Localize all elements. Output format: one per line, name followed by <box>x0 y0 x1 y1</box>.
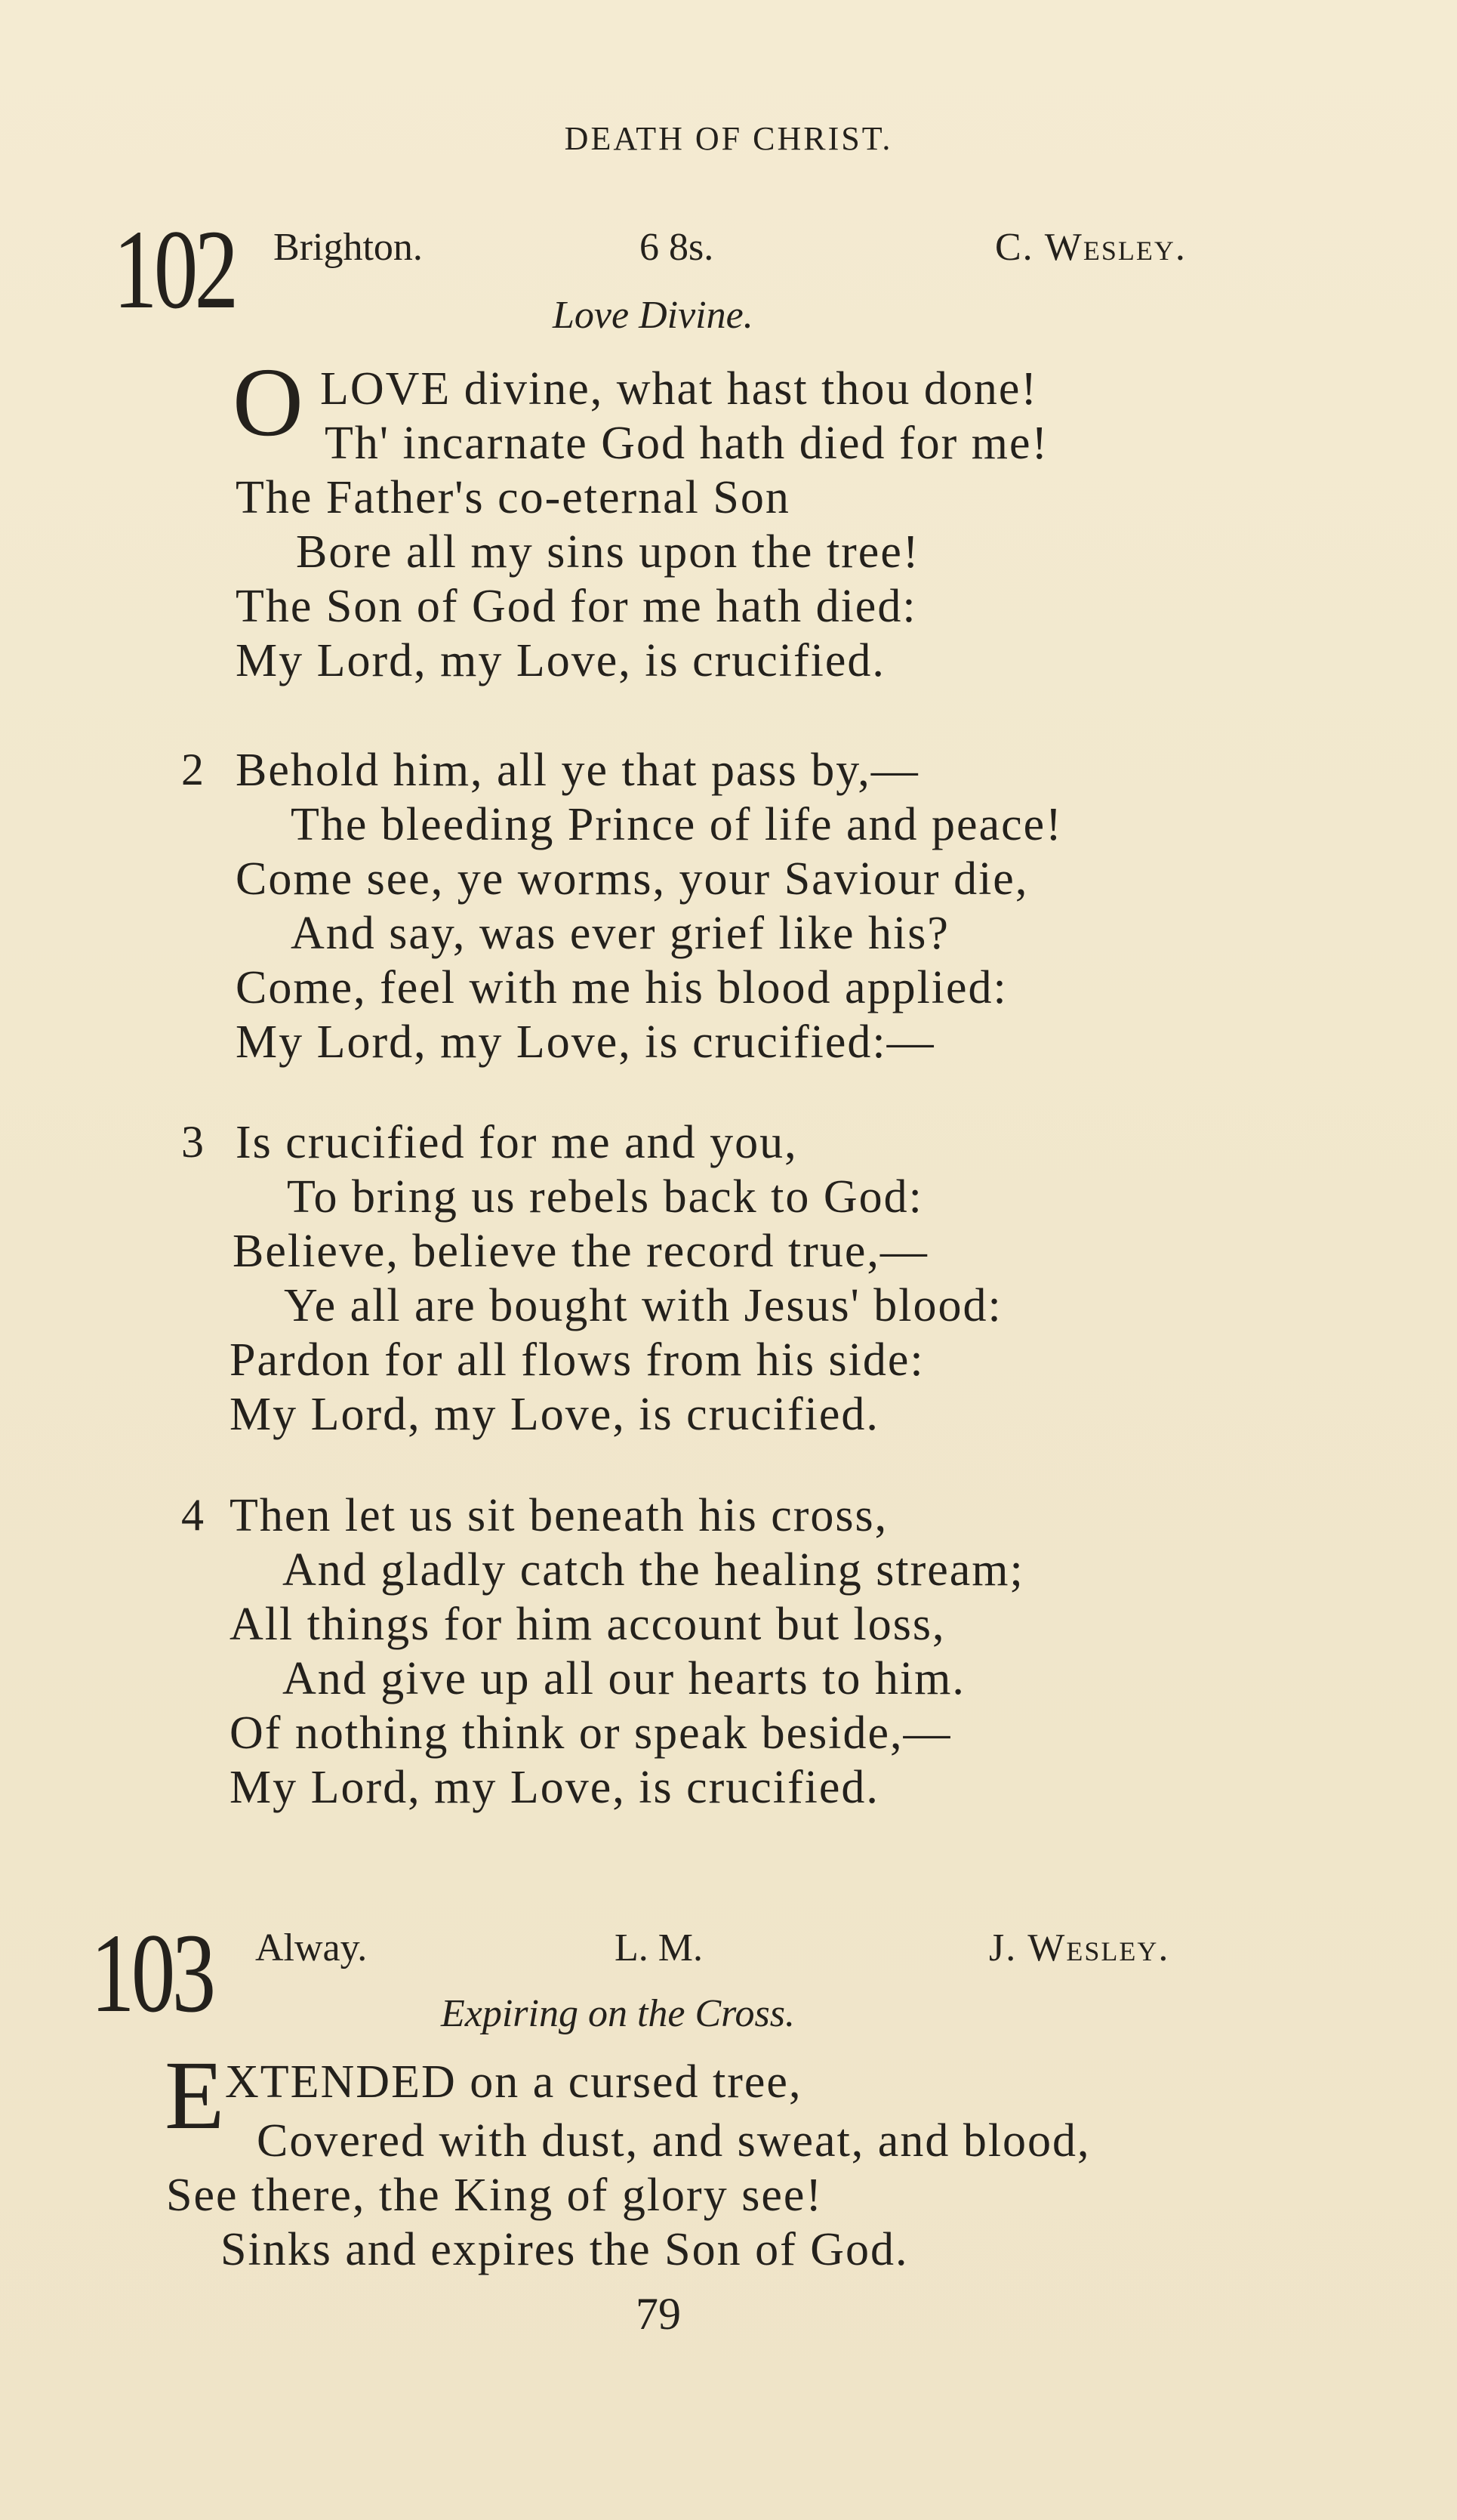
verse-line: Th' incarnate God hath died for me! <box>325 418 1049 469</box>
verse-line: The bleeding Prince of life and peace! <box>291 799 1063 850</box>
verse-line: Come see, ye worms, your Saviour die, <box>236 853 1029 905</box>
hymn-number: 102 <box>113 207 236 332</box>
verse-line: Bore all my sins upon the tree! <box>296 526 920 578</box>
verse-line: To bring us rebels back to God: <box>287 1171 923 1223</box>
drop-cap: O <box>233 348 303 457</box>
verse-line: My Lord, my Love, is crucified. <box>236 635 886 686</box>
verse-line: My Lord, my Love, is crucified. <box>229 1389 879 1440</box>
verse-line: My Lord, my Love, is crucified:— <box>236 1016 935 1068</box>
verse-line: Believe, believe the record true,— <box>233 1226 929 1277</box>
verse-line: XTENDED on a cursed tree, <box>225 2056 802 2108</box>
verse-line: Ye all are bought with Jesus' blood: <box>284 1280 1003 1331</box>
drop-cap: E <box>165 2041 225 2150</box>
verse-line: Then let us sit beneath his cross, <box>229 1490 889 1541</box>
verse-line: Pardon for all flows from his side: <box>229 1334 925 1386</box>
verse-line: And gladly catch the healing stream; <box>282 1544 1024 1596</box>
verse-line: The Father's co-eternal Son <box>236 472 790 523</box>
verse-number: 4 <box>181 1490 204 1540</box>
verse-line: Come, feel with me his blood applied: <box>236 962 1008 1013</box>
verse-line: See there, the King of glory see! <box>166 2170 824 2221</box>
verse-line: Of nothing think or speak beside,— <box>229 1707 952 1759</box>
hymn-subtitle: Love Divine. <box>553 294 753 337</box>
hymn-number: 103 <box>91 1911 213 2036</box>
verse-line: All things for him account but loss, <box>229 1599 946 1650</box>
author: J. Wesley. <box>989 1926 1170 1969</box>
verse-line: Covered with dust, and sweat, and blood, <box>257 2115 1091 2167</box>
page-number: 79 <box>636 2289 681 2339</box>
verse-line: LOVE divine, what hast thou done! <box>320 363 1039 415</box>
verse-line: And say, was ever grief like his? <box>291 908 950 959</box>
verse-line: Behold him, all ye that pass by,— <box>236 745 919 796</box>
verse-number: 2 <box>181 745 204 794</box>
tune-name: Alway. <box>255 1926 368 1969</box>
verse-line: The Son of God for me hath died: <box>236 581 917 632</box>
meter: L. M. <box>615 1926 703 1969</box>
verse-number: 3 <box>181 1117 204 1167</box>
verse-line: My Lord, my Love, is crucified. <box>229 1762 879 1813</box>
verse-line: Sinks and expires the Son of God. <box>220 2224 909 2275</box>
hymn-subtitle: Expiring on the Cross. <box>441 1992 795 2035</box>
verse-line: Is crucified for me and you, <box>236 1117 798 1168</box>
tune-name: Brighton. <box>273 226 423 269</box>
author: C. Wesley. <box>995 226 1187 269</box>
verse-line: And give up all our hearts to him. <box>282 1653 966 1704</box>
meter: 6 8s. <box>639 226 714 269</box>
running-head: DEATH OF CHRIST. <box>564 120 893 157</box>
